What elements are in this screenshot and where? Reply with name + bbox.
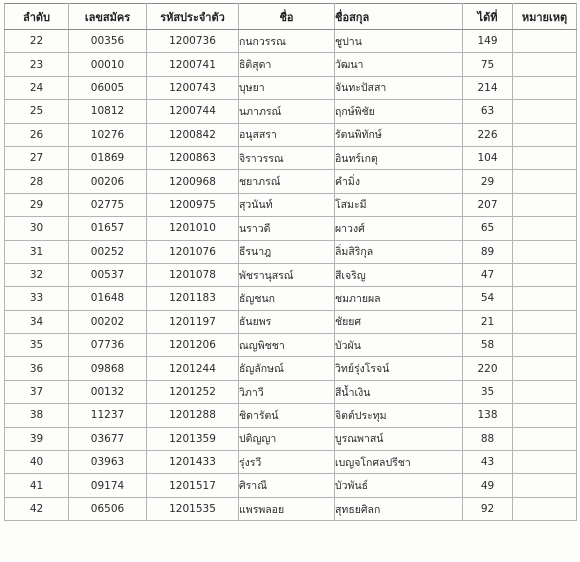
cell-last-name: จิตต์ประทุม [335, 404, 463, 427]
cell-remark [513, 123, 577, 146]
table-row [5, 334, 577, 357]
cell-id-code: 1201359 [147, 427, 239, 450]
cell-last-name: เบญจโกศลปรีชา [335, 451, 463, 474]
table-row [5, 357, 577, 380]
header-first-name: ชื่อ [239, 4, 335, 30]
cell-applicant-no: 00537 [69, 263, 147, 286]
cell-applicant-no: 03677 [69, 427, 147, 450]
cell-remark [513, 30, 577, 53]
table-row [5, 263, 577, 286]
cell-score: 49 [463, 474, 513, 497]
cell-applicant-no: 00202 [69, 310, 147, 333]
cell-applicant-no: 02775 [69, 193, 147, 216]
cell-last-name: วิทย์รุ่งโรจน์ [335, 357, 463, 380]
cell-last-name: สีน้ำเงิน [335, 380, 463, 403]
cell-last-name: สีเจริญ [335, 263, 463, 286]
cell-last-name: วัฒนา [335, 53, 463, 76]
cell-remark [513, 263, 577, 286]
cell-score: 58 [463, 334, 513, 357]
cell-score: 47 [463, 263, 513, 286]
cell-last-name: ฤกษ์พิชัย [335, 100, 463, 123]
table-row [5, 100, 577, 123]
cell-seq: 41 [5, 474, 69, 497]
cell-score: 89 [463, 240, 513, 263]
cell-seq: 37 [5, 380, 69, 403]
cell-last-name: จันทะปัสสา [335, 76, 463, 99]
cell-seq: 32 [5, 263, 69, 286]
cell-first-name: ธันยพร [239, 310, 335, 333]
table-row [5, 287, 577, 310]
table-row [5, 193, 577, 216]
cell-seq: 38 [5, 404, 69, 427]
cell-seq: 22 [5, 30, 69, 53]
cell-seq: 25 [5, 100, 69, 123]
cell-applicant-no: 00132 [69, 380, 147, 403]
table-row [5, 427, 577, 450]
table-row [5, 76, 577, 99]
student-list-table [4, 3, 577, 521]
cell-score: 207 [463, 193, 513, 216]
cell-last-name: บัวพันธ์ [335, 474, 463, 497]
cell-score: 65 [463, 217, 513, 240]
cell-last-name: โสมะมี [335, 193, 463, 216]
cell-score: 29 [463, 170, 513, 193]
cell-first-name: วิภาวี [239, 380, 335, 403]
cell-first-name: นภาภรณ์ [239, 100, 335, 123]
cell-last-name: บัวผัน [335, 334, 463, 357]
cell-seq: 35 [5, 334, 69, 357]
table-body [5, 30, 577, 521]
cell-remark [513, 240, 577, 263]
cell-remark [513, 497, 577, 520]
cell-score: 35 [463, 380, 513, 403]
cell-id-code: 1201197 [147, 310, 239, 333]
cell-first-name: แพรพลอย [239, 497, 335, 520]
cell-remark [513, 357, 577, 380]
cell-applicant-no: 00206 [69, 170, 147, 193]
cell-id-code: 1201517 [147, 474, 239, 497]
cell-id-code: 1200975 [147, 193, 239, 216]
cell-seq: 26 [5, 123, 69, 146]
cell-last-name: อินทร์เกตุ [335, 146, 463, 169]
cell-remark [513, 100, 577, 123]
table-row [5, 217, 577, 240]
cell-first-name: อนุสสรา [239, 123, 335, 146]
cell-seq: 28 [5, 170, 69, 193]
cell-score: 88 [463, 427, 513, 450]
header-seq: ลำดับ [5, 4, 69, 30]
cell-applicant-no: 01648 [69, 287, 147, 310]
cell-id-code: 1201076 [147, 240, 239, 263]
cell-first-name: บุษยา [239, 76, 335, 99]
cell-remark [513, 451, 577, 474]
header-applicant-no: เลขสมัคร [69, 4, 147, 30]
cell-seq: 40 [5, 451, 69, 474]
cell-id-code: 1200842 [147, 123, 239, 146]
cell-last-name: ลิ่มสิริกุล [335, 240, 463, 263]
cell-id-code: 1201288 [147, 404, 239, 427]
cell-first-name: สุวนันท์ [239, 193, 335, 216]
cell-score: 75 [463, 53, 513, 76]
cell-remark [513, 53, 577, 76]
cell-applicant-no: 07736 [69, 334, 147, 357]
table-row [5, 53, 577, 76]
cell-score: 43 [463, 451, 513, 474]
table-row [5, 497, 577, 520]
cell-id-code: 1201206 [147, 334, 239, 357]
cell-remark [513, 404, 577, 427]
cell-score: 138 [463, 404, 513, 427]
cell-applicant-no: 09174 [69, 474, 147, 497]
table-row [5, 380, 577, 403]
cell-remark [513, 170, 577, 193]
cell-score: 226 [463, 123, 513, 146]
table-row [5, 123, 577, 146]
cell-first-name: รุ่งรวี [239, 451, 335, 474]
cell-id-code: 1200968 [147, 170, 239, 193]
cell-remark [513, 474, 577, 497]
cell-score: 92 [463, 497, 513, 520]
header-score: ได้ที่ [463, 4, 513, 30]
cell-last-name: ชมภายผล [335, 287, 463, 310]
cell-id-code: 1201535 [147, 497, 239, 520]
cell-id-code: 1201252 [147, 380, 239, 403]
cell-applicant-no: 00356 [69, 30, 147, 53]
cell-id-code: 1201433 [147, 451, 239, 474]
cell-remark [513, 287, 577, 310]
cell-score: 21 [463, 310, 513, 333]
cell-id-code: 1200863 [147, 146, 239, 169]
cell-score: 149 [463, 30, 513, 53]
cell-first-name: ธัญชนก [239, 287, 335, 310]
cell-seq: 29 [5, 193, 69, 216]
cell-seq: 36 [5, 357, 69, 380]
cell-last-name: รัตนพิทักษ์ [335, 123, 463, 146]
cell-id-code: 1201183 [147, 287, 239, 310]
cell-first-name: กนกวรรณ [239, 30, 335, 53]
cell-first-name: พัชรานุสรณ์ [239, 263, 335, 286]
cell-score: 104 [463, 146, 513, 169]
cell-applicant-no: 06506 [69, 497, 147, 520]
cell-applicant-no: 01657 [69, 217, 147, 240]
cell-first-name: ชยาภรณ์ [239, 170, 335, 193]
cell-first-name: ณญพิชชา [239, 334, 335, 357]
cell-first-name: ศิราณี [239, 474, 335, 497]
cell-applicant-no: 09868 [69, 357, 147, 380]
table-row [5, 240, 577, 263]
cell-last-name: คำมิ่ง [335, 170, 463, 193]
cell-last-name: ชัยยศ [335, 310, 463, 333]
cell-seq: 39 [5, 427, 69, 450]
cell-first-name: ชิดารัตน์ [239, 404, 335, 427]
cell-seq: 30 [5, 217, 69, 240]
cell-first-name: ธีรนาฎ [239, 240, 335, 263]
cell-id-code: 1200744 [147, 100, 239, 123]
cell-applicant-no: 01869 [69, 146, 147, 169]
cell-first-name: นราวดี [239, 217, 335, 240]
cell-score: 220 [463, 357, 513, 380]
cell-applicant-no: 03963 [69, 451, 147, 474]
table-row [5, 451, 577, 474]
cell-first-name: ปติญญา [239, 427, 335, 450]
cell-applicant-no: 11237 [69, 404, 147, 427]
header-remark: หมายเหตุ [513, 4, 577, 30]
header-id-code: รหัสประจำตัว [147, 4, 239, 30]
cell-id-code: 1201078 [147, 263, 239, 286]
cell-remark [513, 427, 577, 450]
cell-id-code: 1200743 [147, 76, 239, 99]
cell-id-code: 1200736 [147, 30, 239, 53]
table-header-row [5, 4, 577, 30]
table-row [5, 30, 577, 53]
cell-seq: 27 [5, 146, 69, 169]
cell-last-name: ผาวงศ์ [335, 217, 463, 240]
cell-remark [513, 146, 577, 169]
cell-applicant-no: 10276 [69, 123, 147, 146]
cell-seq: 24 [5, 76, 69, 99]
cell-remark [513, 310, 577, 333]
cell-score: 214 [463, 76, 513, 99]
cell-id-code: 1201244 [147, 357, 239, 380]
cell-seq: 23 [5, 53, 69, 76]
cell-remark [513, 217, 577, 240]
cell-score: 54 [463, 287, 513, 310]
cell-applicant-no: 00010 [69, 53, 147, 76]
cell-seq: 42 [5, 497, 69, 520]
cell-last-name: บูรณพาสน์ [335, 427, 463, 450]
header-last-name: ชื่อสกุล [335, 4, 463, 30]
cell-seq: 34 [5, 310, 69, 333]
cell-applicant-no: 00252 [69, 240, 147, 263]
table-row [5, 146, 577, 169]
cell-id-code: 1201010 [147, 217, 239, 240]
cell-remark [513, 193, 577, 216]
cell-first-name: จิราวรรณ [239, 146, 335, 169]
cell-remark [513, 76, 577, 99]
cell-id-code: 1200741 [147, 53, 239, 76]
table-row [5, 310, 577, 333]
cell-seq: 33 [5, 287, 69, 310]
cell-remark [513, 334, 577, 357]
cell-first-name: ธิติสุดา [239, 53, 335, 76]
cell-last-name: ชูปาน [335, 30, 463, 53]
cell-score: 63 [463, 100, 513, 123]
table-row [5, 404, 577, 427]
table-row [5, 170, 577, 193]
cell-last-name: สุทธยศิลก [335, 497, 463, 520]
cell-remark [513, 380, 577, 403]
cell-first-name: ธัญลักษณ์ [239, 357, 335, 380]
cell-applicant-no: 06005 [69, 76, 147, 99]
table-row [5, 474, 577, 497]
cell-seq: 31 [5, 240, 69, 263]
cell-applicant-no: 10812 [69, 100, 147, 123]
